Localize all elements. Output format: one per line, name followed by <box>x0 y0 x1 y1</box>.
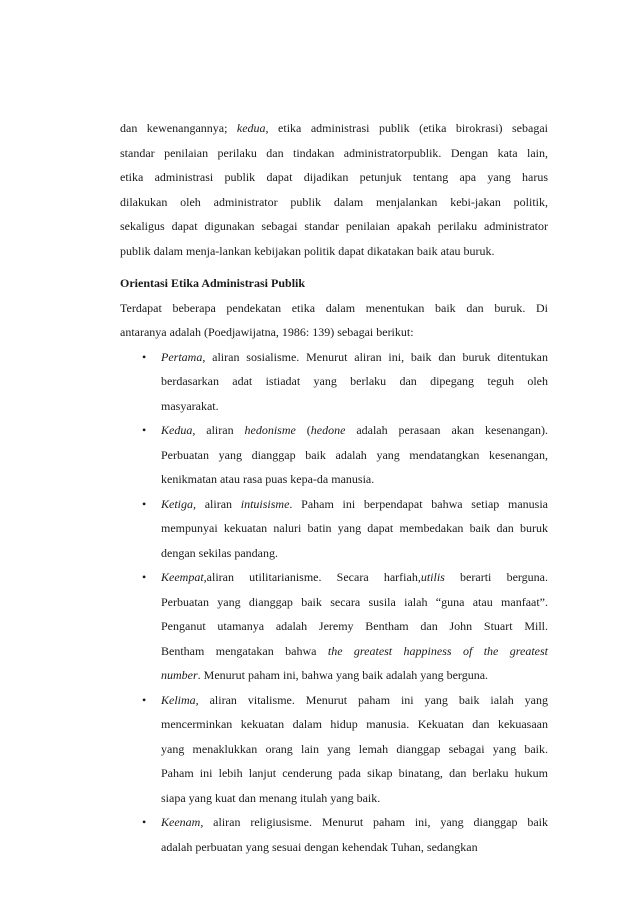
bullet-item <box>120 688 548 811</box>
section-paragraph <box>120 296 548 345</box>
text-line <box>161 516 548 541</box>
italic-text: hedonisme <box>244 423 296 437</box>
text-run: Paham ini lebih lanjut cenderung pada sikap binatang, dan berlaku hukum <box>161 766 548 780</box>
text-run: adalah perasaan akan kesenangan). <box>345 423 548 437</box>
italic-text: Pertama <box>161 349 203 364</box>
text-run: , aliran sosialisme. Menurut aliran ini, baik dan buruk ditentukan <box>202 349 548 364</box>
text-line <box>120 190 548 215</box>
text-line <box>161 810 548 835</box>
text-run: mempunyai kekuatan naluri batin yang dapat membedakan baik dan buruk <box>161 521 548 535</box>
bullet-item <box>120 565 548 688</box>
text-line <box>161 394 548 419</box>
text-line <box>120 296 548 321</box>
bullet-item <box>120 418 548 492</box>
text-run: aliran <box>195 423 245 437</box>
text-line <box>161 761 548 786</box>
bullet-item <box>120 492 548 566</box>
italic-text: the greatest happiness of the greatest <box>327 643 548 658</box>
text-line <box>161 345 548 370</box>
italic-text: hedone <box>310 423 346 437</box>
bullet-dot-icon: • <box>142 815 147 829</box>
italic-text: kedua, <box>236 121 269 135</box>
italic-text: Kelima, <box>161 692 199 707</box>
text-line <box>161 418 548 443</box>
bullet-dot-icon: • <box>142 349 147 364</box>
italic-text: Keempat, <box>161 570 207 584</box>
text-run: aliran utilitarianisme. Secara harfiah, <box>206 570 421 584</box>
bullet-dot-icon: • <box>142 496 147 511</box>
text-run: dengan sekilas pandang. <box>161 545 278 560</box>
text-line <box>120 165 548 190</box>
italic-text: intuisisme <box>240 496 290 511</box>
text-run: mencerminkan kekuatan dalam hidup manusia. Kekuatan dan kekuasaan <box>161 717 548 731</box>
bullet-item <box>120 810 548 859</box>
text-line <box>161 639 548 664</box>
text-line <box>161 467 548 492</box>
bullet-list <box>120 345 548 860</box>
text-run: Perbuatan yang dianggap baik adalah yang mendatangkan kesenangan, <box>161 447 548 462</box>
bullet-dot-icon: • <box>142 692 147 707</box>
text-line <box>161 590 548 615</box>
text-line <box>120 214 548 239</box>
text-line <box>161 541 548 566</box>
text-run: Penganut utamanya adalah Jeremy Bentham dan John Stuart Mill. <box>161 619 548 633</box>
text-run: masyarakat. <box>161 398 219 413</box>
text-run: ( <box>295 423 311 437</box>
bullet-item <box>120 345 548 419</box>
italic-text: number <box>161 668 198 682</box>
bullet-dot-icon: • <box>142 423 147 437</box>
text-line <box>120 116 548 141</box>
text-line <box>161 369 548 394</box>
italic-text: Kedua, <box>161 423 196 437</box>
text-line <box>161 835 548 860</box>
text-run: siapa yang kuat dan menang itulah yang baik. <box>161 790 381 805</box>
text-line <box>120 239 548 264</box>
text-run: aliran vitalisme. Menurut paham ini yang baik ialah yang <box>198 692 548 707</box>
text-run: sekaligus dapat digunakan sebagai standar penilaian apakah perilaku administrator <box>120 219 548 233</box>
text-run: Perbuatan yang dianggap baik secara susila ialah “guna atau manfaat”. <box>161 594 548 609</box>
text-line <box>161 786 548 811</box>
text-run: adalah perbuatan yang sesuai dengan kehendak Tuhan, sedangkan <box>161 839 478 854</box>
text-line <box>161 663 548 688</box>
text-run: Terdapat beberapa pendekatan etika dalam menentukan baik dan buruk. Di <box>120 300 548 315</box>
intro-paragraph <box>120 116 548 263</box>
text-line <box>120 141 548 166</box>
text-run: . Paham ini berpendapat bahwa setiap manusia <box>289 496 548 511</box>
text-line <box>161 688 548 713</box>
text-run: publik dalam menja-lankan kebijakan politik dapat dikatakan baik atau buruk. <box>120 243 495 258</box>
text-line <box>120 320 548 345</box>
text-run: standar penilaian perilaku dan tindakan administratorpublik. Dengan kata lain, <box>120 145 548 160</box>
italic-text: utilis <box>420 570 445 584</box>
text-run: etika administrasi publik (etika birokrasi) sebagai <box>268 121 548 135</box>
text-run: aliran religiusisme. Menurut paham ini, yang dianggap baik <box>203 815 548 829</box>
text-line <box>161 737 548 762</box>
bullet-dot-icon: • <box>142 570 147 584</box>
text-run: dan kewenangannya; <box>120 121 237 135</box>
text-run: berarti berguna. <box>444 570 548 584</box>
text-line <box>161 712 548 737</box>
text-line <box>161 492 548 517</box>
text-run: Bentham mengatakan bahwa <box>161 643 328 658</box>
text-line <box>161 565 548 590</box>
italic-text: Ketiga, <box>161 496 196 511</box>
text-run: kenikmatan atau rasa puas kepa-da manusia. <box>161 472 375 486</box>
text-run: antaranya adalah (Poedjawijatna, 1986: 139) sebagai berikut: <box>120 325 414 339</box>
text-line <box>161 443 548 468</box>
page-body <box>120 116 548 859</box>
text-run: aliran <box>196 496 241 511</box>
text-run: yang menaklukkan orang lain yang lemah dianggap sebagai yang baik. <box>161 741 548 756</box>
text-run: . Menurut paham ini, bahwa yang baik adalah yang berguna. <box>197 668 489 682</box>
text-run: etika administrasi publik dapat dijadikan petunjuk tentang apa yang harus <box>120 170 548 184</box>
text-line <box>161 614 548 639</box>
text-run: berdasarkan adat istiadat yang berlaku dan dipegang teguh oleh <box>161 374 548 388</box>
text-run: dilakukan oleh administrator publik dalam menjalankan kebi-jakan politik, <box>120 194 548 209</box>
section-heading: Orientasi Etika Administrasi Publik <box>120 276 306 290</box>
italic-text: Keenam, <box>161 815 204 829</box>
